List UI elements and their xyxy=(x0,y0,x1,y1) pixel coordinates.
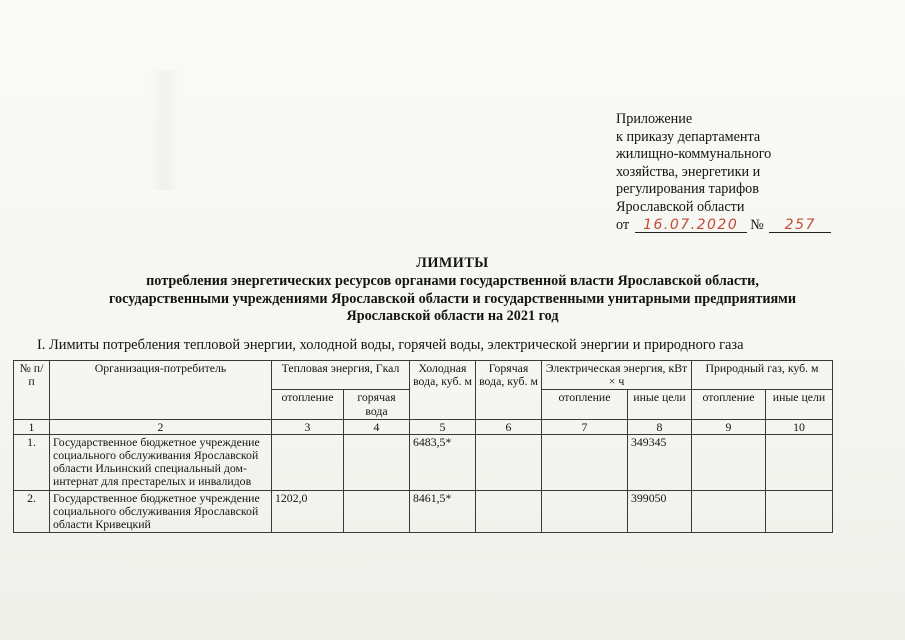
row-elec-other: 349345 xyxy=(628,434,692,490)
handwritten-date: 16.07.2020 xyxy=(635,218,747,233)
appendix-line: к приказу департамента xyxy=(616,128,761,145)
subheader-heat-heating: отопление xyxy=(272,390,344,419)
row-hot-water xyxy=(476,434,542,490)
column-number: 9 xyxy=(692,419,766,434)
row-cold-water: 8461,5* xyxy=(410,490,476,533)
section-title: I. Лимиты потребления тепловой энергии, холодной воды, горячей воды, электрической энергии и природного газа xyxy=(37,337,744,353)
title-line-3: Ярославской области на 2021 год xyxy=(346,308,559,325)
number-prefix: № xyxy=(750,216,764,233)
row-elec-heating xyxy=(542,490,628,533)
column-number: 10 xyxy=(766,419,833,434)
row-num: 1. xyxy=(14,434,50,490)
header-cold-water: Холодная вода, куб. м xyxy=(410,361,476,420)
column-number: 1 xyxy=(14,419,50,434)
appendix-line: Приложение xyxy=(616,111,693,127)
column-number: 2 xyxy=(50,419,272,434)
row-heat-hot-water xyxy=(344,490,410,533)
header-electricity: Электрическая энергия, кВт × ч xyxy=(542,361,692,390)
date-prefix: от xyxy=(616,216,630,233)
row-gas-other xyxy=(766,434,833,490)
subheader-elec-heating: отопление xyxy=(542,390,628,419)
row-org: Государственное бюджетное учреждение социального обслуживания Ярославской области Кривецкий xyxy=(50,490,272,533)
row-cold-water: 6483,5* xyxy=(410,434,476,490)
row-hot-water xyxy=(476,490,542,533)
row-gas-heating xyxy=(692,434,766,490)
row-heat-heating xyxy=(272,434,344,490)
table-row xyxy=(14,434,833,490)
title-line-1: потребления энергетических ресурсов органами государственной власти Ярославской области, xyxy=(146,272,759,289)
row-gas-other xyxy=(766,490,833,533)
row-num: 2. xyxy=(14,490,50,533)
header-org: Организация-потребитель xyxy=(50,361,272,420)
header-heat: Тепловая энергия, Гкал xyxy=(272,361,410,390)
row-heat-heating: 1202,0 xyxy=(272,490,344,533)
column-number: 5 xyxy=(410,419,476,434)
title-line-2: государственными учреждениями Ярославской области и государственными унитарными предприятиями xyxy=(108,290,797,307)
row-org: Государственное бюджетное учреждение социального обслуживания Ярославской области Ильинский специальный дом-интернат для престарелых и инвалидов xyxy=(50,434,272,490)
header-gas: Природный газ, куб. м xyxy=(692,361,833,390)
column-number-row xyxy=(14,419,833,434)
header-num: № п/п xyxy=(14,361,50,420)
subheader-heat-hot-water: горячая вода xyxy=(344,390,410,419)
row-elec-other: 399050 xyxy=(628,490,692,533)
title-main: ЛИМИТЫ xyxy=(416,255,489,271)
column-number: 4 xyxy=(344,419,410,434)
document-title xyxy=(0,255,905,326)
row-heat-hot-water xyxy=(344,434,410,490)
header-hot-water: Горячая вода, куб. м xyxy=(476,361,542,420)
row-gas-heating xyxy=(692,490,766,533)
appendix-line: жилищно-коммунального xyxy=(616,146,772,163)
table-row xyxy=(14,490,833,533)
order-date-line xyxy=(616,217,831,235)
subheader-elec-other: иные цели xyxy=(628,390,692,419)
column-number: 3 xyxy=(272,419,344,434)
table-header-row xyxy=(14,361,833,390)
paper-fold-shadow xyxy=(150,70,180,190)
appendix-line: Ярославской области xyxy=(616,198,745,215)
appendix-line: хозяйства, энергетики и xyxy=(616,163,761,180)
limits-table xyxy=(13,360,833,533)
handwritten-order-number: 257 xyxy=(769,218,831,233)
column-number: 8 xyxy=(628,419,692,434)
column-number: 6 xyxy=(476,419,542,434)
appendix-block xyxy=(616,111,831,234)
row-elec-heating xyxy=(542,434,628,490)
subheader-gas-heating: отопление xyxy=(692,390,766,419)
subheader-gas-other: иные цели xyxy=(766,390,833,419)
appendix-line: регулирования тарифов xyxy=(616,181,759,198)
column-number: 7 xyxy=(542,419,628,434)
